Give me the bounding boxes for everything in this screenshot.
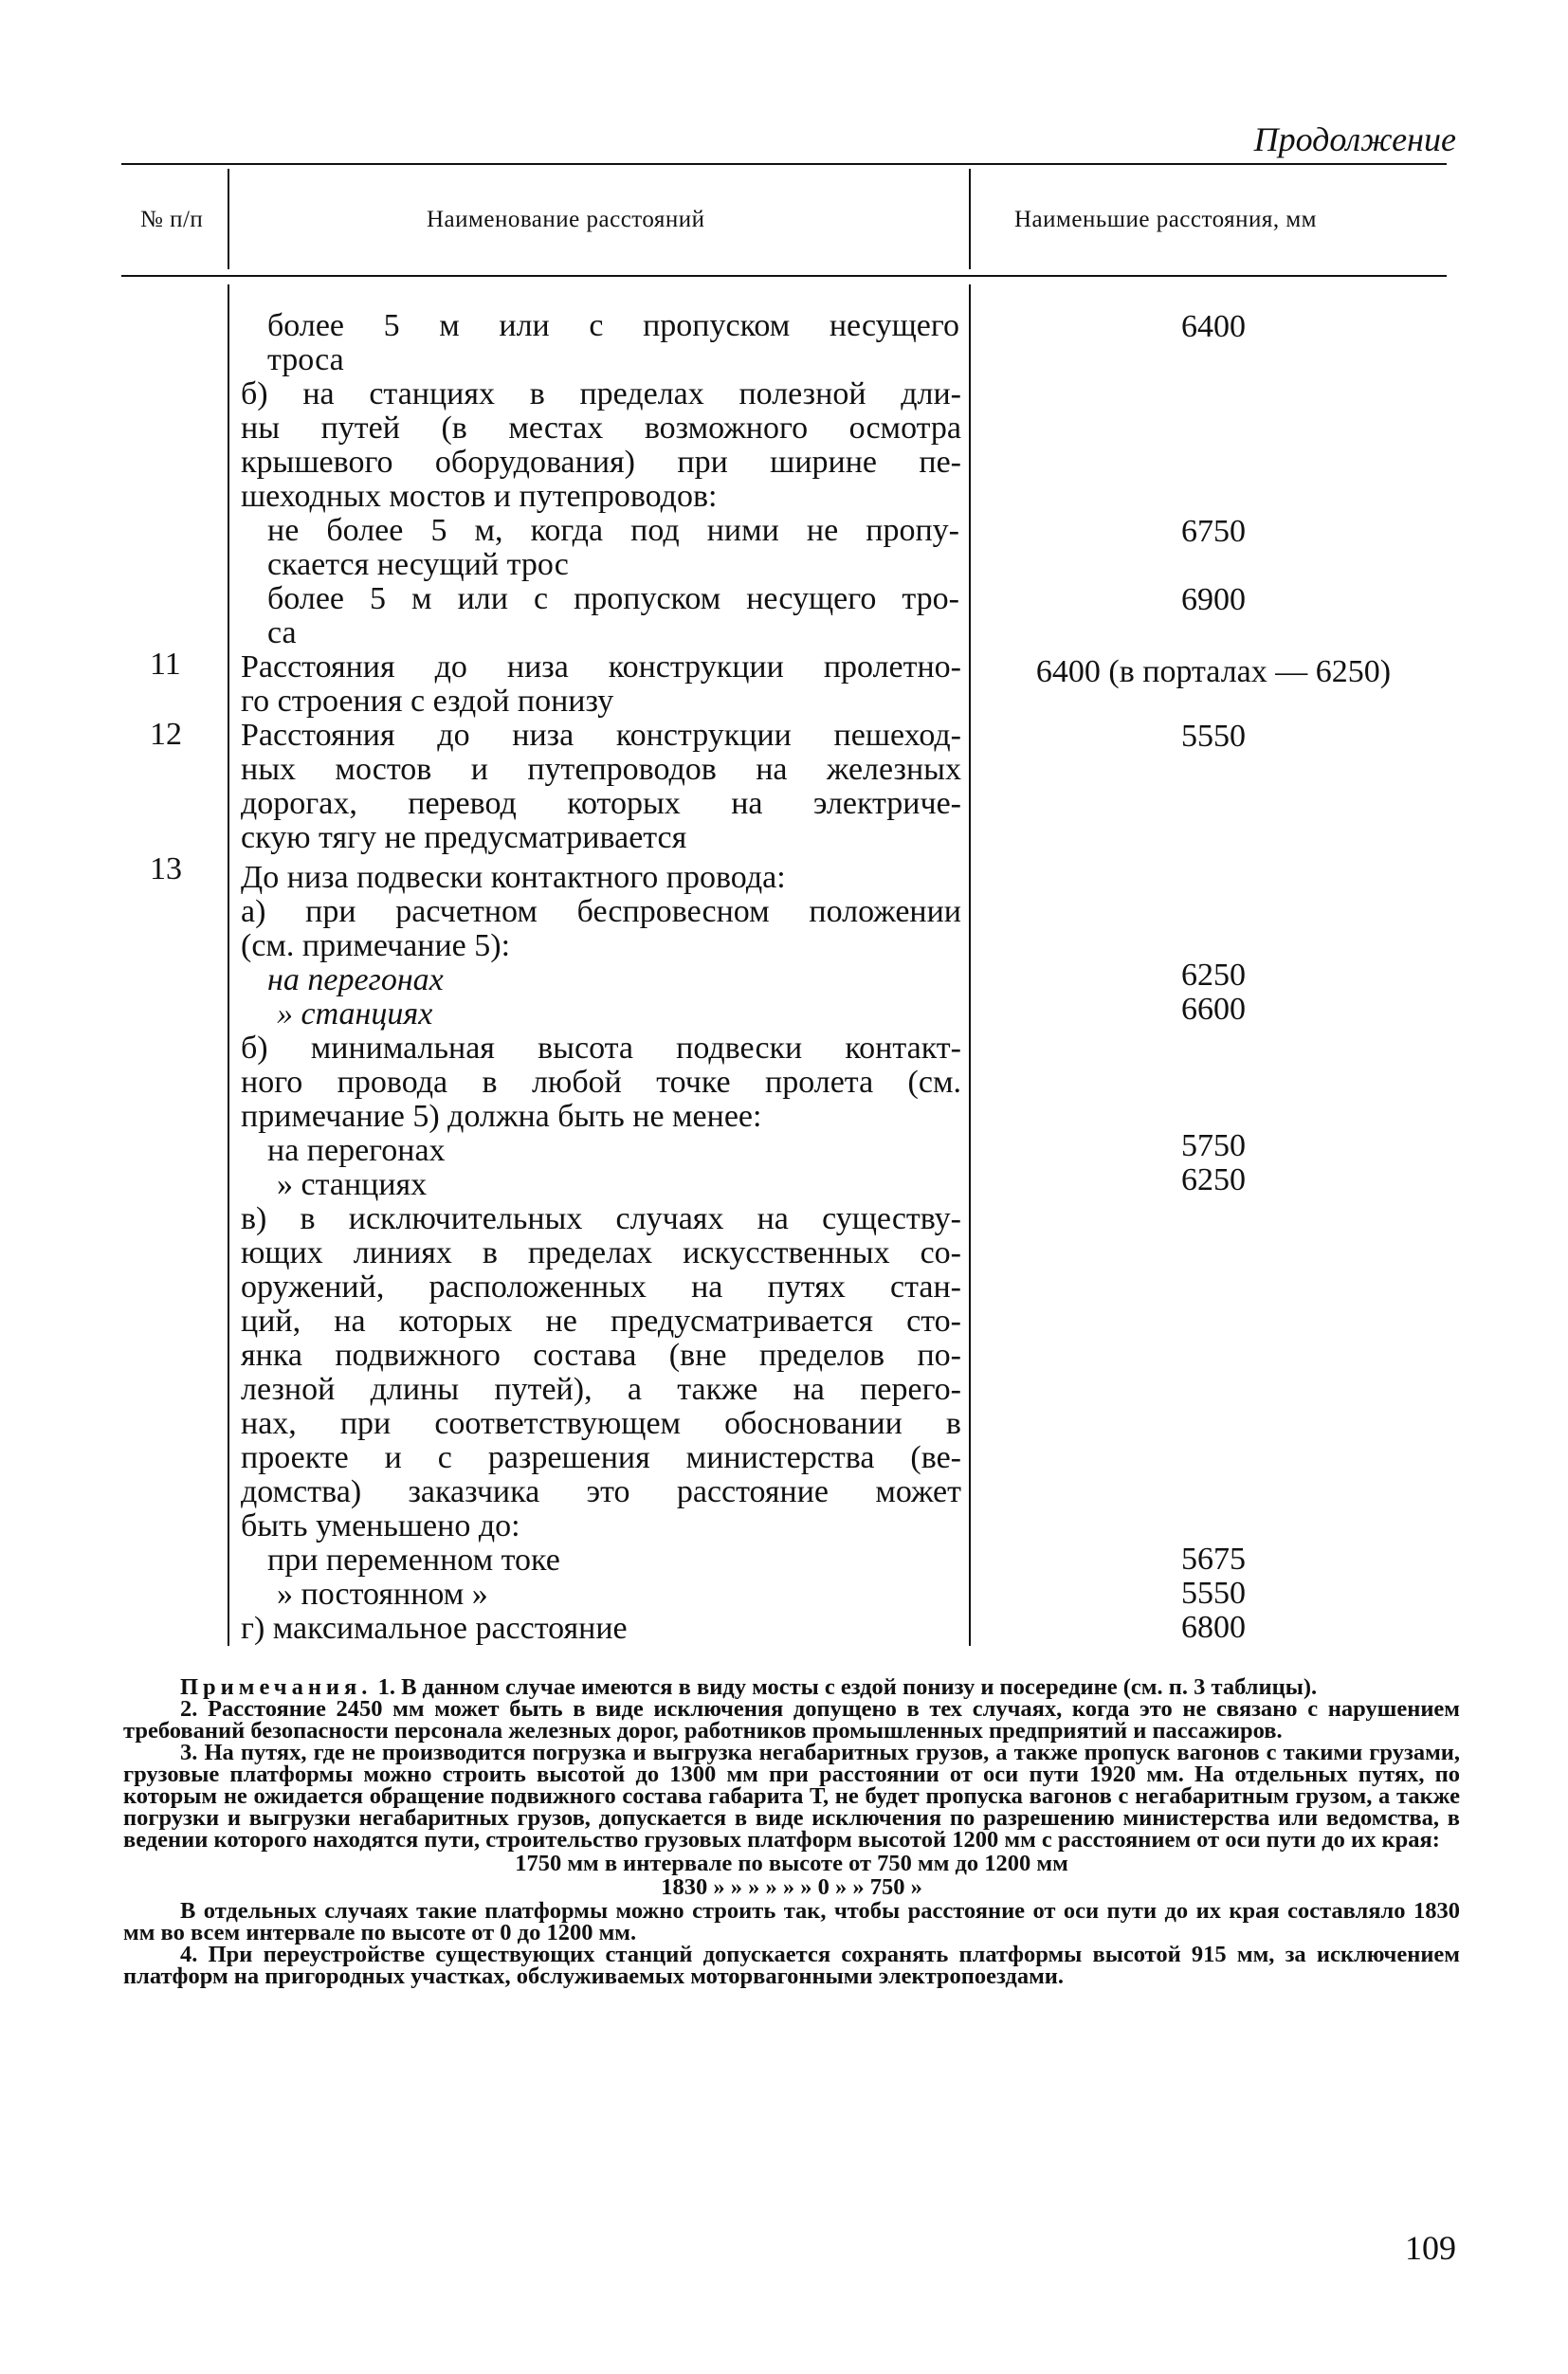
note-3-formula-2: 1830 » » » » » » 0 » » 750 » bbox=[661, 1874, 922, 1900]
column-divider-2-header bbox=[969, 169, 971, 269]
table-line: дорогах, перевод которых на электриче- bbox=[241, 786, 961, 821]
note-3-formula-1: 1750 мм в интервале по высоте от 750 мм до 1200 мм bbox=[515, 1851, 1068, 1876]
note-4: 4. При переустройстве существующих станций допускается сохранять платформы высотой 915 мм, за исключением платформ на пригородных участках, обслуживаемых моторвагонными электропоездами. bbox=[123, 1942, 1460, 1989]
header-bottom-rule bbox=[121, 275, 1447, 277]
value-cell: 6400 bbox=[1181, 309, 1246, 344]
note-2: 2. Расстояние 2450 мм может быть в виде исключения допущено в тех случаях, когда это не связано с нарушением требований безопасности персонала железных дорог, работников промышленных предприятий и пассажиров. bbox=[123, 1696, 1460, 1744]
note-3-continuation: В отдельных случаях такие платформы можно строить так, чтобы расстояние от оси пути до их края составляло 1830 мм во всем интервале по высоте от 0 до 1200 мм. bbox=[123, 1898, 1460, 1945]
table-line: ного провода в любой точке пролета (см. bbox=[241, 1065, 961, 1100]
table-line: более 5 м или с пропуском несущего bbox=[267, 308, 959, 343]
table-line: крышевого оборудования) при ширине пе- bbox=[241, 445, 961, 480]
table-line: примечание 5) должна быть не менее: bbox=[241, 1099, 762, 1134]
table-line: нах, при соответствующем обосновании в bbox=[241, 1406, 961, 1441]
table-line: при переменном токе bbox=[267, 1543, 560, 1578]
table-line: не более 5 м, когда под ними не пропу- bbox=[267, 513, 959, 548]
table-line: » постоянном » bbox=[277, 1577, 488, 1612]
table-line: ных мостов и путепроводов на железных bbox=[241, 752, 961, 787]
notes-label: Примечания. bbox=[180, 1674, 373, 1700]
value-cell: 6250 bbox=[1181, 1162, 1246, 1197]
value-cell: 6800 bbox=[1181, 1610, 1246, 1645]
table-line: Расстояния до низа конструкции пролетно- bbox=[241, 649, 961, 685]
table-line: го строения с ездой понизу bbox=[241, 684, 614, 719]
column-divider-1-header bbox=[228, 169, 229, 269]
table-line: б) на станциях в пределах полезной дли- bbox=[241, 376, 961, 411]
table-line: проекте и с разрешения министерства (ве- bbox=[241, 1440, 961, 1475]
value-cell: 5675 bbox=[1181, 1542, 1246, 1577]
table-line: а) при расчетном беспровесном положении bbox=[241, 894, 961, 929]
table-line: шеходных мостов и путепроводов: bbox=[241, 479, 718, 514]
value-cell: 5550 bbox=[1181, 1576, 1246, 1611]
table-line: более 5 м или с пропуском несущего тро- bbox=[267, 581, 959, 616]
row-number-13: 13 bbox=[150, 851, 182, 886]
table-line: на перегонах bbox=[267, 962, 444, 997]
table-line: б) минимальная высота подвески контакт- bbox=[241, 1031, 961, 1066]
table-line: ций, на которых не предусматривается сто- bbox=[241, 1304, 961, 1339]
value-cell: 6400 (в порталах — 6250) bbox=[1035, 654, 1392, 689]
note-1: Примечания. 1. В данном случае имеются в виду мосты с ездой понизу и посередине (см. п. 3 таблицы). bbox=[180, 1674, 1318, 1700]
column-divider-2 bbox=[969, 284, 971, 1646]
table-line: оружений, расположенных на путях стан- bbox=[241, 1269, 961, 1305]
table-line: » станциях bbox=[277, 996, 433, 1032]
table-top-rule bbox=[121, 163, 1447, 165]
value-cell: 6600 bbox=[1181, 992, 1246, 1027]
table-line: быть уменьшено до: bbox=[241, 1508, 520, 1543]
value-cell: 6750 bbox=[1181, 514, 1246, 549]
table-line: (см. примечание 5): bbox=[241, 928, 511, 963]
column-divider-1 bbox=[228, 284, 229, 1646]
notes-section bbox=[123, 1676, 1460, 1987]
value-cell: 6900 bbox=[1181, 582, 1246, 617]
table-line: янка подвижного состава (вне пределов по- bbox=[241, 1338, 961, 1373]
row-number-12: 12 bbox=[150, 717, 182, 752]
value-cell: 6250 bbox=[1181, 958, 1246, 993]
table-line: скается несущий трос bbox=[267, 547, 569, 582]
note-3: 3. На путях, где не производится погрузка и выгрузка негабаритных грузов, а также пропуск вагонов с такими грузами, грузовые платформы можно строить высотой до 1300 мм при расстоянии от оси пути 1920 мм. На отдельных путях, по которым не ожидается обращение подвижного состава габарита Т, не будет пропуска вагонов с негабаритным грузом, а также погрузки и выгрузки негабаритных грузов, допускается в виде исключения по разрешению министерства или ведомства, в ведении которого находятся пути, строительство грузовых платформ высотой 1200 мм с расстоянием от оси пути до их края: bbox=[123, 1740, 1460, 1853]
value-cell: 5750 bbox=[1181, 1128, 1246, 1163]
row-number-11: 11 bbox=[150, 647, 181, 682]
header-number: № п/п bbox=[140, 207, 204, 232]
table-line: домства) заказчика это расстояние может bbox=[241, 1474, 961, 1509]
header-name: Наименование расстояний bbox=[427, 207, 705, 232]
table-line: ющих линиях в пределах искусственных со- bbox=[241, 1235, 961, 1270]
table-line: » станциях bbox=[277, 1167, 428, 1202]
value-cell: 5550 bbox=[1181, 719, 1246, 754]
table-line: ны путей (в местах возможного осмотра bbox=[241, 411, 961, 446]
table-line: на перегонах bbox=[267, 1133, 446, 1168]
table-line: троса bbox=[267, 342, 344, 377]
table-line: лезной длины путей), а также на перего- bbox=[241, 1372, 961, 1407]
table-line: До низа подвески контактного провода: bbox=[241, 860, 786, 895]
table-line: Расстояния до низа конструкции пешеход- bbox=[241, 718, 961, 753]
page-number: 109 bbox=[1405, 2229, 1456, 2267]
table-line: г) максимальное расстояние bbox=[241, 1611, 628, 1646]
table-line: скую тягу не предусматривается bbox=[241, 820, 687, 855]
table-line: са bbox=[267, 615, 297, 650]
header-min-distance: Наименьшие расстояния, мм bbox=[1014, 207, 1318, 232]
table-line: в) в исключительных случаях на существу- bbox=[241, 1201, 961, 1236]
continuation-label: Продолжение bbox=[1253, 120, 1456, 158]
